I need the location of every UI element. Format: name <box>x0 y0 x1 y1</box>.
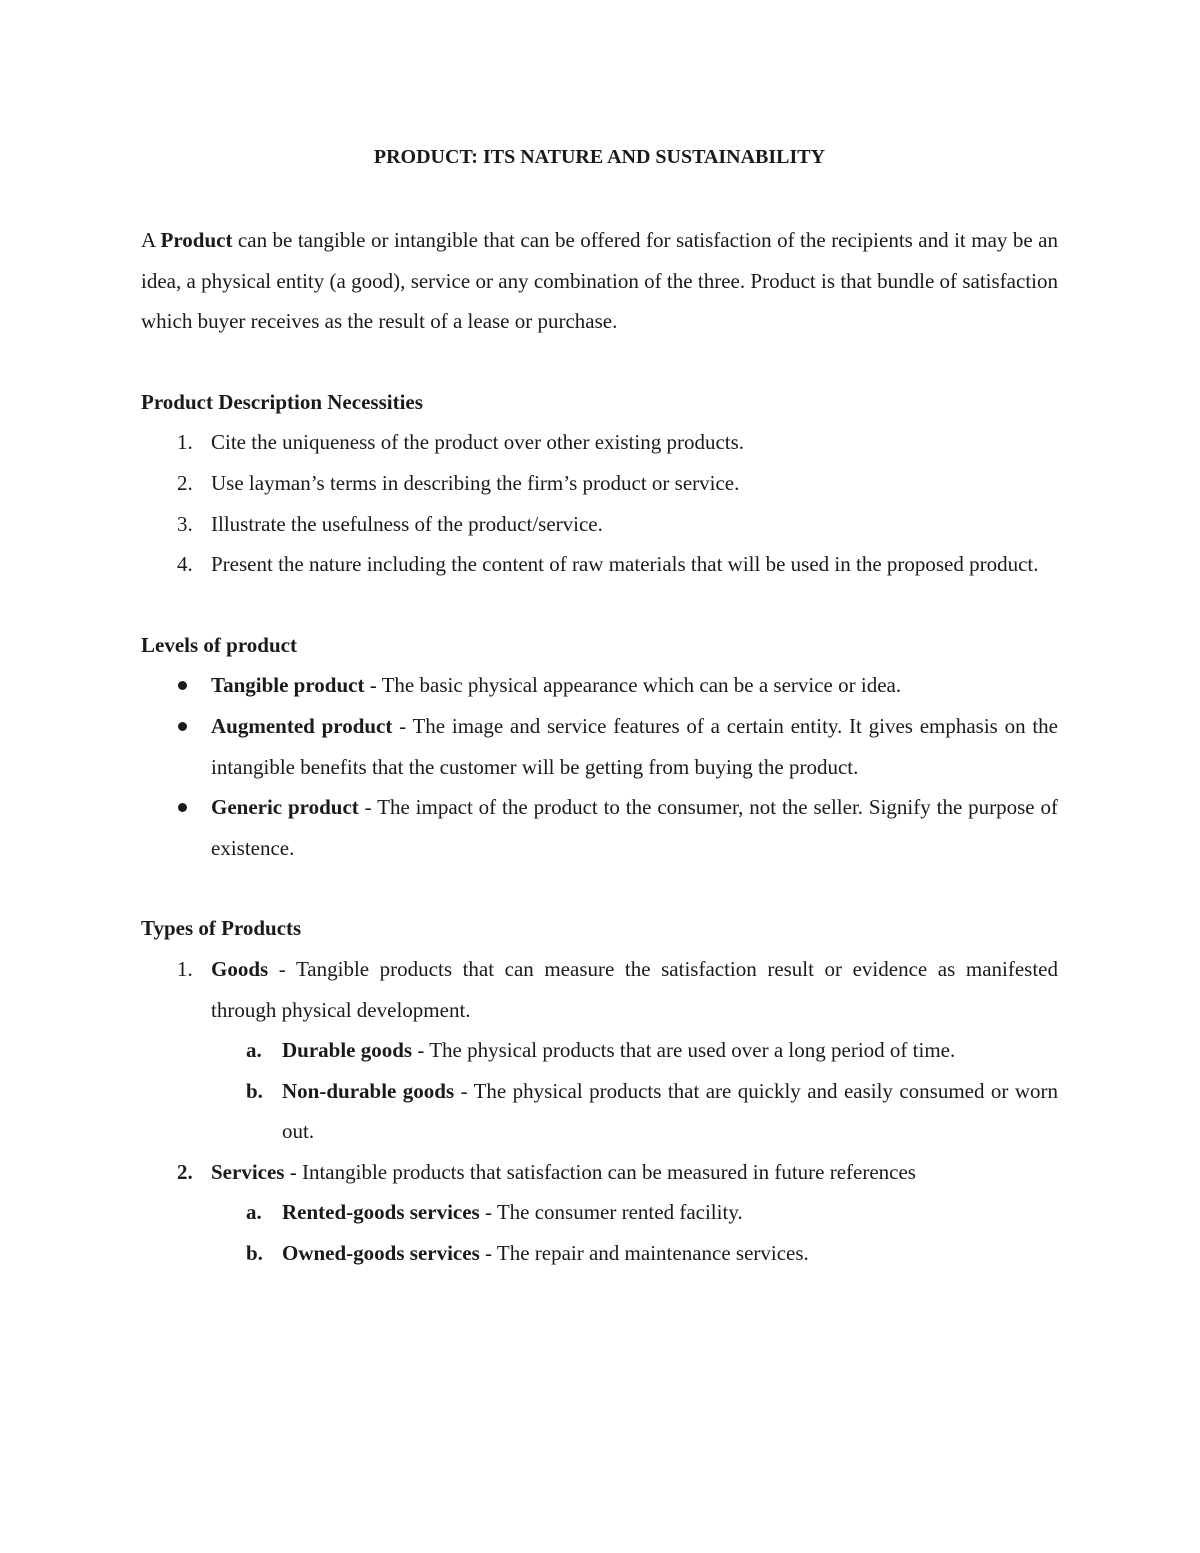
list-item-text: - Tangible products that can measure the satisfaction result or evidence as manifested through physical development. <box>211 956 1058 1022</box>
sub-list-item <box>141 1071 1058 1152</box>
list-item <box>141 463 1058 504</box>
list-number: 1. <box>177 430 193 455</box>
section-levels-of-product <box>141 625 1058 869</box>
list-number: 4. <box>177 552 193 577</box>
list-item-text: Present the nature including the content of raw materials that will be used in the proposed product. <box>211 552 1039 577</box>
list-item-term: Services <box>211 1159 285 1184</box>
sub-list-term: Owned-goods services <box>282 1241 480 1266</box>
list-item-text: Use layman’s terms in describing the firm’s product or service. <box>211 470 740 495</box>
document-page <box>141 140 1058 1274</box>
bullet-item <box>141 787 1058 868</box>
bullet-text: - The image and service features of a certain entity. It gives emphasis on the intangible benefits that the customer will be getting from buying the product. <box>211 713 1058 779</box>
sub-list-text: - The repair and maintenance services. <box>479 1241 809 1266</box>
bullet-icon <box>178 722 187 731</box>
sub-list-item <box>141 1030 1058 1071</box>
sub-list-item <box>141 1233 1058 1274</box>
bullet-icon <box>178 803 187 812</box>
list-item-text: Cite the uniqueness of the product over other existing products. <box>211 430 745 455</box>
list-number: 2. <box>177 1159 193 1184</box>
list-item <box>141 504 1058 545</box>
bullet-item <box>141 665 1058 706</box>
section-types-of-products <box>141 908 1058 1273</box>
list-item <box>141 422 1058 463</box>
section-heading: Levels of product <box>141 632 297 657</box>
intro-paragraph <box>141 220 1058 342</box>
sub-list-letter: a. <box>246 1200 262 1225</box>
sub-list-letter: b. <box>246 1241 263 1266</box>
bullet-term: Augmented product <box>211 713 393 738</box>
section-description-necessities <box>141 382 1058 585</box>
list-item-text: Illustrate the usefulness of the product/service. <box>211 511 603 536</box>
list-number: 2. <box>177 470 193 495</box>
section-heading: Product Description Necessities <box>141 389 423 414</box>
sub-list-term: Durable goods <box>282 1038 413 1063</box>
bullet-term: Generic product <box>211 795 359 820</box>
list-item-text: - Intangible products that satisfaction can be measured in future references <box>284 1159 916 1184</box>
sub-list-letter: b. <box>246 1078 263 1103</box>
list-item <box>141 544 1058 585</box>
section-heading: Types of Products <box>141 916 302 941</box>
list-item-term: Goods <box>211 956 269 981</box>
bullet-term: Tangible product <box>211 673 365 698</box>
intro-lead: A <box>141 228 161 252</box>
sub-list-text: - The physical products that are used over a long period of time. <box>412 1038 956 1063</box>
list-number: 3. <box>177 511 193 536</box>
sub-list-item <box>141 1192 1058 1233</box>
sub-list-text: - The physical products that are quickly and easily consumed or worn out. <box>282 1078 1059 1144</box>
list-item <box>141 949 1058 1030</box>
intro-text: can be tangible or intangible that can be offered for satisfaction of the recipients and it may be an idea, a physical entity (a good), service or any combination of the three. Product is that bundle of satisfaction which buyer receives as the result of a lease or purchase. <box>141 228 1059 334</box>
bullet-icon <box>178 681 187 690</box>
sub-list-term: Non-durable goods <box>282 1078 455 1103</box>
list-item <box>141 1152 1058 1193</box>
bullet-item <box>141 706 1058 787</box>
intro-term: Product <box>160 228 233 252</box>
sub-list-letter: a. <box>246 1038 262 1063</box>
sub-list-term: Rented-goods services <box>282 1200 480 1225</box>
sub-list-text: - The consumer rented facility. <box>479 1200 743 1225</box>
bullet-text: - The impact of the product to the consumer, not the seller. Signify the purpose of existence. <box>211 795 1058 860</box>
list-number: 1. <box>177 956 193 981</box>
bullet-text: - The basic physical appearance which can be a service or idea. <box>364 673 902 698</box>
document-title: PRODUCT: ITS NATURE AND SUSTAINABILITY <box>373 146 826 168</box>
